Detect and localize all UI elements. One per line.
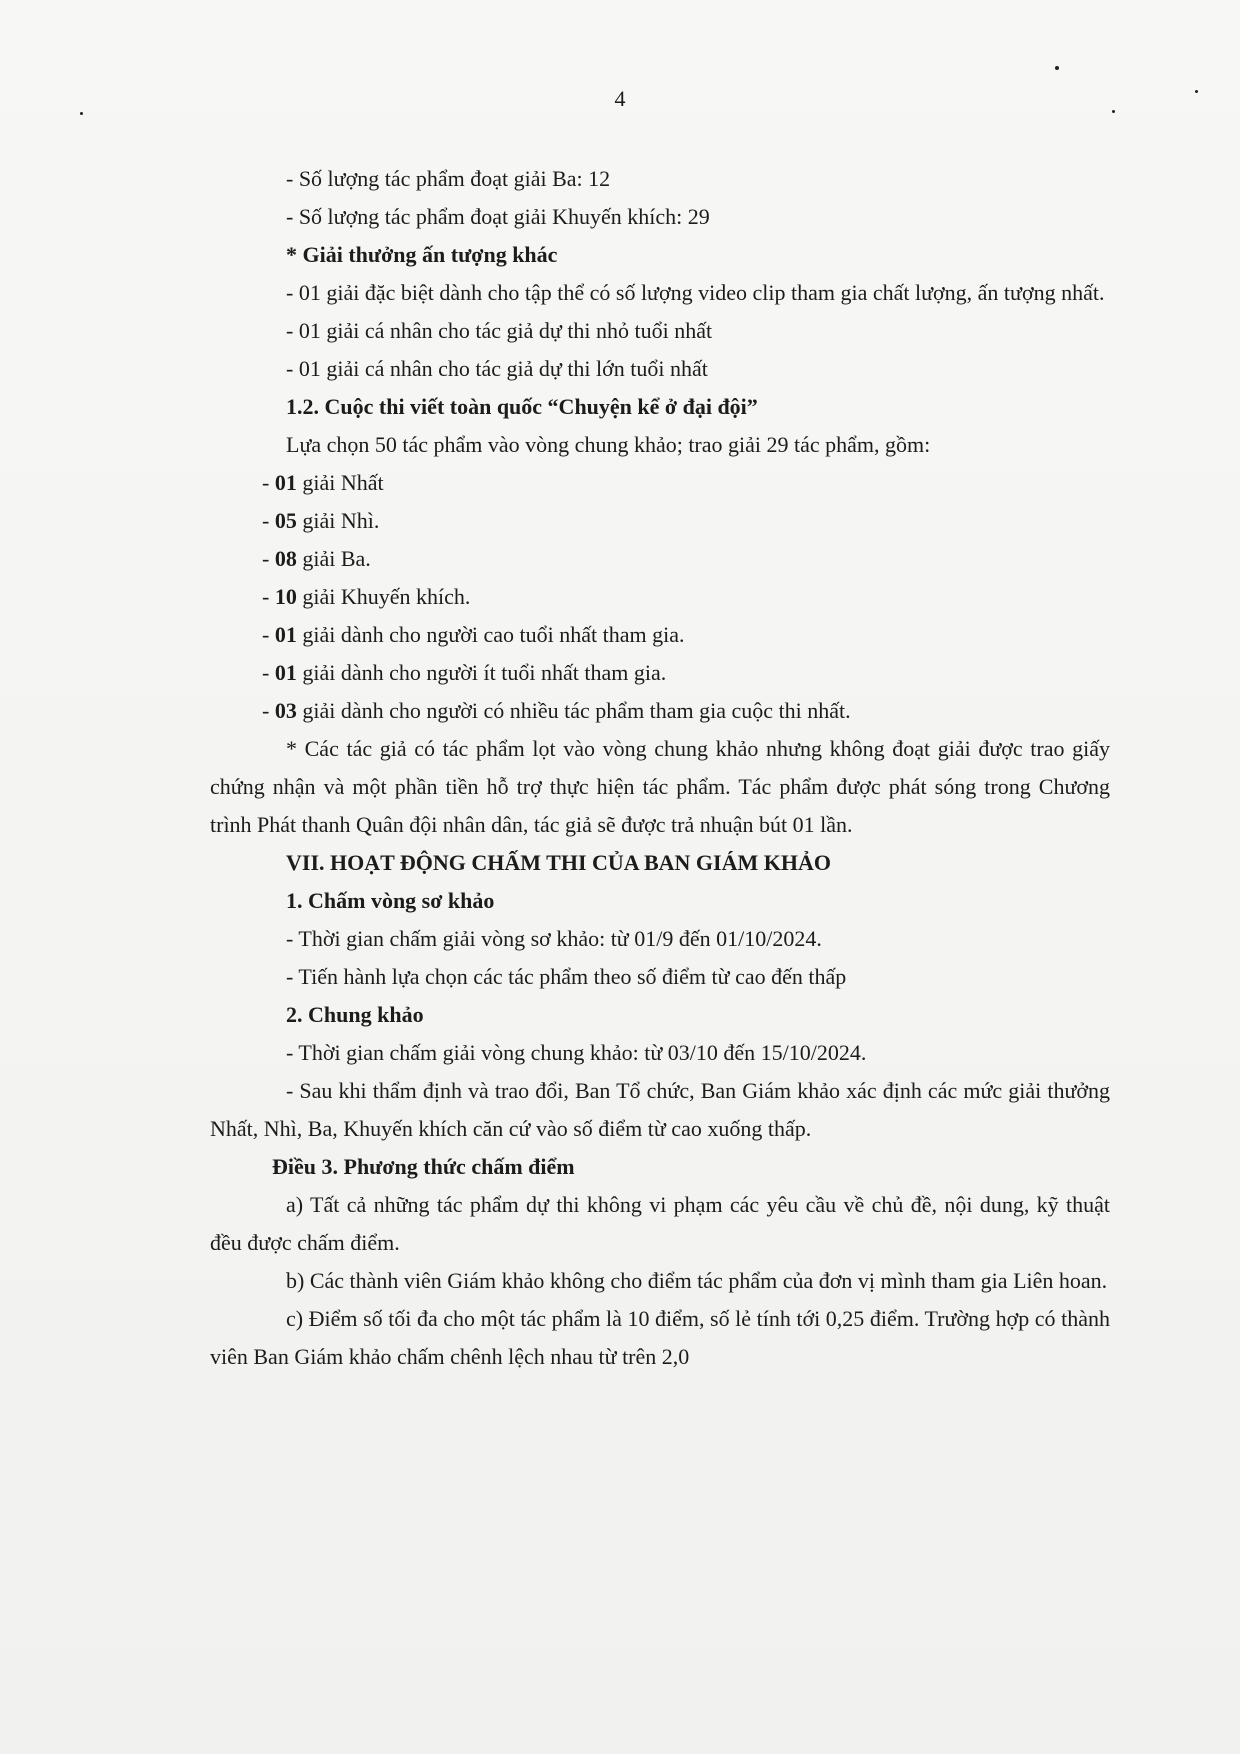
text-line: - Số lượng tác phẩm đoạt giải Ba: 12 — [286, 166, 611, 191]
section-heading: 1.2. Cuộc thi viết toàn quốc “Chuyện kể ở đại đội” — [286, 394, 758, 419]
prize-label: giải Khuyến khích. — [296, 584, 471, 609]
paragraph: a) Tất cả những tác phẩm dự thi không vi phạm các yêu cầu về chủ đề, nội dung, kỹ thuật đều được chấm điểm. — [210, 1192, 1110, 1255]
text-line: - 01 giải cá nhân cho tác giả dự thi nhỏ tuổi nhất — [286, 318, 713, 343]
text-line: - 01 giải cá nhân cho tác giả dự thi lớn tuổi nhất — [286, 356, 708, 381]
prize-label: giải Nhì. — [296, 508, 380, 533]
prize-label: giải dành cho người ít tuổi nhất tham gia. — [296, 660, 667, 685]
prize-count: 01 — [274, 622, 297, 647]
prize-count: 10 — [274, 584, 297, 609]
prize-count: 05 — [274, 508, 297, 533]
scan-speck — [80, 112, 83, 115]
text-line: - Thời gian chấm giải vòng sơ khảo: từ 01/9 đến 01/10/2024. — [286, 926, 822, 951]
paragraph: - Sau khi thẩm định và trao đổi, Ban Tổ chức, Ban Giám khảo xác định các mức giải thưởng Nhất, Nhì, Ba, Khuyến khích căn cứ vào số điểm từ cao xuống thấp. — [210, 1078, 1110, 1141]
prize-label: giải dành cho người có nhiều tác phẩm tham gia cuộc thi nhất. — [296, 698, 851, 723]
paragraph: c) Điểm số tối đa cho một tác phẩm là 10 điểm, số lẻ tính tới 0,25 điểm. Trường hợp có thành viên Ban Giám khảo chấm chênh lệch nhau từ trên 2,0 — [210, 1306, 1110, 1369]
paragraph: - 01 giải đặc biệt dành cho tập thể có số lượng video clip tham gia chất lượng, ấn tượng nhất. — [286, 280, 1105, 305]
text-line: - Số lượng tác phẩm đoạt giải Khuyến khích: 29 — [286, 204, 710, 229]
prize-label: giải Ba. — [296, 546, 371, 571]
document-body — [210, 160, 1110, 1376]
prize-label: giải Nhất — [296, 470, 384, 495]
prize-count: 01 — [274, 470, 297, 495]
prize-count: 08 — [274, 546, 297, 571]
page-number: 4 — [614, 86, 626, 111]
article-heading: Điều 3. Phương thức chấm điểm — [272, 1154, 575, 1179]
text-line: - Tiến hành lựa chọn các tác phẩm theo số điểm từ cao đến thấp — [286, 964, 847, 989]
text-line: Lựa chọn 50 tác phẩm vào vòng chung khảo; trao giải 29 tác phẩm, gồm: — [286, 432, 931, 457]
section-heading: 1. Chấm vòng sơ khảo — [286, 888, 495, 913]
paragraph: * Các tác giả có tác phẩm lọt vào vòng chung khảo nhưng không đoạt giải được trao giấy chứng nhận và một phần tiền hỗ trợ thực hiện tác phẩm. Tác phẩm được phát sóng trong Chương trình Phát thanh Quân đội nhân dân, tác giả sẽ được trả nhuận bút 01 lần. — [210, 736, 1110, 837]
paragraph: b) Các thành viên Giám khảo không cho điểm tác phẩm của đơn vị mình tham gia Liên hoan. — [286, 1268, 1108, 1293]
prize-item: - 03 giải dành cho người có nhiều tác phẩm tham gia cuộc thi nhất. — [262, 698, 851, 723]
prize-label: giải dành cho người cao tuổi nhất tham gia. — [296, 622, 685, 647]
prize-item: - 01 giải dành cho người ít tuổi nhất tham gia. — [262, 660, 667, 685]
prize-item: - 10 giải Khuyến khích. — [262, 584, 471, 609]
prize-item: - 01 giải dành cho người cao tuổi nhất tham gia. — [262, 622, 685, 647]
scan-speck — [1055, 66, 1059, 70]
prize-item: - 08 giải Ba. — [262, 546, 371, 571]
prize-count: 01 — [274, 660, 297, 685]
prize-count: 03 — [274, 698, 297, 723]
section-heading: 2. Chung khảo — [286, 1002, 424, 1027]
prize-item: - 05 giải Nhì. — [262, 508, 380, 533]
text-line: - Thời gian chấm giải vòng chung khảo: từ 03/10 đến 15/10/2024. — [286, 1040, 867, 1065]
chapter-heading: VII. HOẠT ĐỘNG CHẤM THI CỦA BAN GIÁM KHẢO — [286, 850, 831, 875]
prize-item: - 01 giải Nhất — [262, 470, 384, 495]
sub-heading: * Giải thưởng ấn tượng khác — [286, 242, 558, 267]
